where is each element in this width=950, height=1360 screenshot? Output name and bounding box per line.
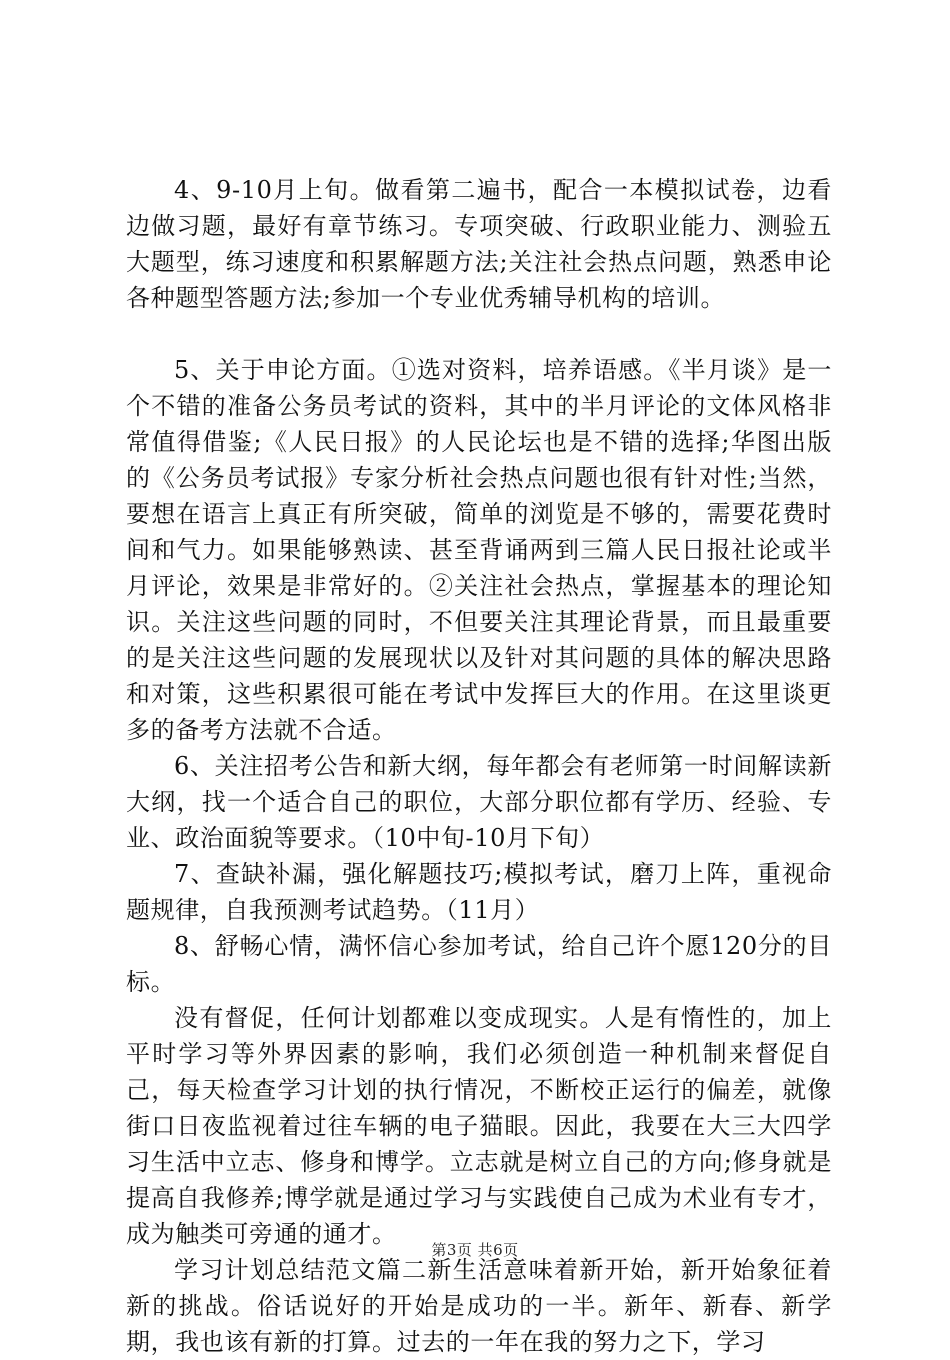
paragraph-supervision: 没有督促，任何计划都难以变成现实。人是有惰性的，加上平时学习等外界因素的影响，我们必须创造一种机制来督促自己，每天检查学习计划的执行情况，不断校正运行的偏差，就像街口日夜监视着过往车辆的电子猫眼。因此，我要在大三大四学习生活中立志、修身和博学。立志就是树立自己的方向;修身就是提高自我修养;博学就是通过学习与实践使自己成为术业有专才，成为触类可旁通的通才。: [126, 1004, 832, 1248]
paragraph-sample-two: 学习计划总结范文篇二新生活意味着新开始，新开始象征着新的挑战。俗话说好的开始是成功的一半。新年、新春、新学期，我也该有新的打算。过去的一年在我的努力之下，学习: [126, 1256, 832, 1356]
page-number-footer: 第3页 共6页: [431, 1241, 519, 1259]
document-body: [126, 172, 832, 1360]
paragraph-item-5: 5、关于申论方面。①选对资料，培养语感。《半月谈》是一个不错的准备公务员考试的资料，其中的半月评论的文体风格非常值得借鉴;《人民日报》的人民论坛也是不错的选择;华图出版的《公务员考试报》专家分析社会热点问题也很有针对性;当然，要想在语言上真正有所突破，简单的浏览是不够的，需要花费时间和气力。如果能够熟读、甚至背诵两到三篇人民日报社论或半月评论，效果是非常好的。②关注社会热点，掌握基本的理论知识。关注这些问题的同时，不但要关注其理论背景，而且最重要的是关注这些问题的发展现状以及针对其问题的具体的解决思路和对策，这些积累很可能在考试中发挥巨大的作用。在这里谈更多的备考方法就不合适。: [126, 356, 832, 744]
paragraph-item-7: 7、查缺补漏，强化解题技巧;模拟考试，磨刀上阵，重视命题规律，自我预测考试趋势。（11月）: [126, 860, 832, 924]
paragraph-item-8: 8、舒畅心情，满怀信心参加考试，给自己许个愿120分的目标。: [126, 932, 832, 996]
paragraph-item-6: 6、关注招考公告和新大纲，每年都会有老师第一时间解读新大纲，找一个适合自己的职位，大部分职位都有学历、经验、专业、政治面貌等要求。（10中旬-10月下旬）: [126, 752, 832, 852]
paragraph-item-4: 4、9-10月上旬。做看第二遍书，配合一本模拟试卷，边看边做习题，最好有章节练习。专项突破、行政职业能力、测验五大题型，练习速度和积累解题方法;关注社会热点问题，熟悉申论各种题型答题方法;参加一个专业优秀辅导机构的培训。: [126, 176, 832, 312]
